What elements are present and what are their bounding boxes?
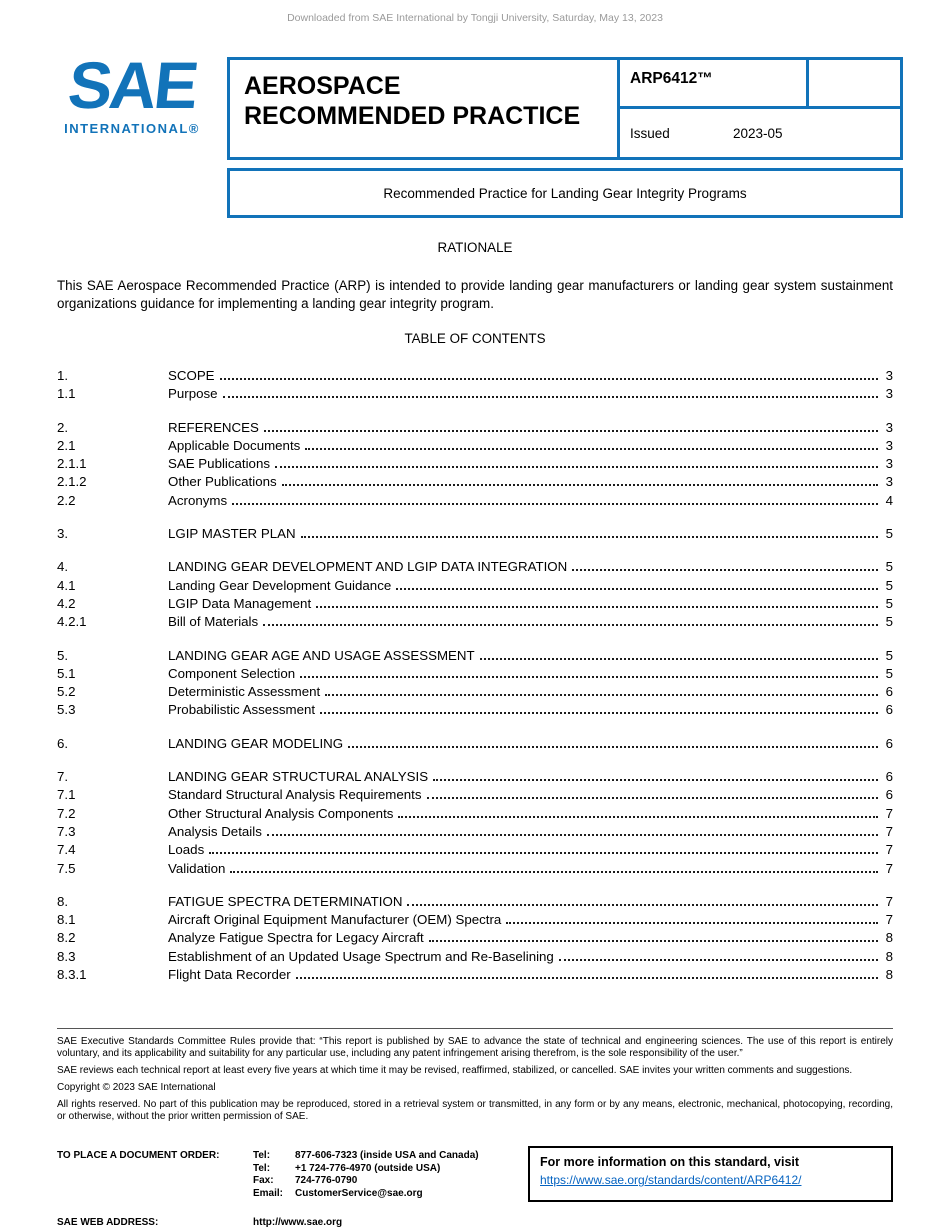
toc-entry-page: 3 bbox=[885, 419, 893, 435]
toc-entry-number: 7. bbox=[57, 769, 69, 785]
toc-entry-number: 1. bbox=[57, 368, 69, 383]
toc-dot-leader bbox=[305, 448, 878, 450]
toc-dot-leader bbox=[301, 536, 878, 538]
toc-entry[interactable] bbox=[57, 455, 893, 473]
toc-entry[interactable] bbox=[57, 558, 893, 576]
order-contacts bbox=[253, 1150, 479, 1200]
toc-dot-leader bbox=[267, 834, 878, 836]
toc-entry-title: Component Selection bbox=[168, 665, 296, 681]
toc-entry[interactable] bbox=[57, 525, 893, 543]
toc-entry-page: 6 bbox=[885, 735, 893, 751]
toc-dot-leader bbox=[264, 430, 878, 432]
toc-dot-leader bbox=[316, 606, 878, 608]
toc-entry-number: 3. bbox=[57, 526, 69, 542]
toc-entry-title: LANDING GEAR DEVELOPMENT AND LGIP DATA INTEGRATION bbox=[168, 559, 568, 575]
toc-entry-page: 6 bbox=[885, 684, 893, 700]
toc-entry-title: Loads bbox=[168, 842, 205, 858]
toc-dot-leader bbox=[572, 569, 878, 571]
toc-entry[interactable] bbox=[57, 823, 893, 841]
toc-entry-title: Validation bbox=[168, 860, 226, 876]
toc-entry-number: 8.3 bbox=[57, 948, 76, 964]
toc-entry-page: 7 bbox=[885, 860, 893, 876]
toc-dot-leader bbox=[480, 658, 878, 660]
toc-entry-page: 7 bbox=[885, 893, 893, 909]
toc-entry-number: 4.2.1 bbox=[57, 614, 87, 630]
toc-entry-number: 4.2 bbox=[57, 595, 76, 611]
toc-dot-leader bbox=[396, 588, 878, 590]
order-heading: TO PLACE A DOCUMENT ORDER: bbox=[57, 1150, 220, 1161]
toc-entry-page: 4 bbox=[885, 492, 893, 508]
toc-entry[interactable] bbox=[57, 948, 893, 966]
sae-logo-text: SAE bbox=[64, 48, 200, 122]
toc-entry-title: Landing Gear Development Guidance bbox=[168, 577, 392, 593]
toc-entry-page: 7 bbox=[885, 912, 893, 928]
toc-entry-title: LGIP Data Management bbox=[168, 595, 312, 611]
toc-dot-leader bbox=[220, 378, 878, 380]
toc-entry[interactable] bbox=[57, 492, 893, 510]
toc-entry-number: 6. bbox=[57, 735, 69, 751]
contact-row bbox=[253, 1175, 479, 1188]
contact-label: Email: bbox=[253, 1187, 284, 1199]
toc-entry[interactable] bbox=[57, 929, 893, 947]
toc-entry-number: 2.1.1 bbox=[57, 456, 87, 472]
toc-entry[interactable] bbox=[57, 595, 893, 613]
download-notice: Downloaded from SAE International by Tongji University, Saturday, May 13, 2023 bbox=[287, 12, 663, 24]
toc-entry-number: 7.4 bbox=[57, 842, 76, 858]
toc-dot-leader bbox=[429, 940, 878, 942]
toc-entry[interactable] bbox=[57, 647, 893, 665]
toc-entry-page: 7 bbox=[885, 842, 893, 858]
toc-entry[interactable] bbox=[57, 841, 893, 859]
contact-row bbox=[253, 1188, 479, 1201]
toc-entry[interactable] bbox=[57, 911, 893, 929]
toc-entry-page: 6 bbox=[885, 769, 893, 785]
revision-cell bbox=[806, 60, 900, 106]
contact-value: +1 724-776-4970 (outside USA) bbox=[295, 1162, 441, 1174]
toc-entry-number: 2.1.2 bbox=[57, 474, 87, 490]
toc-dot-leader bbox=[282, 484, 878, 486]
toc-entry-title: Deterministic Assessment bbox=[168, 684, 321, 700]
toc-dot-leader bbox=[407, 904, 878, 906]
web-address-url: http://www.sae.org bbox=[253, 1217, 343, 1228]
legal-paragraph-committee-rules: SAE Executive Standards Committee Rules provide that: “This report is published by SAE to advance the state of technical and engineering sciences. The use of this report is entirely voluntary, and its applicability and suitability for any particular use, including any patent infringement arising therefrom, is the sole responsibility of the user.” bbox=[57, 1036, 893, 1060]
web-address-label: SAE WEB ADDRESS: bbox=[57, 1217, 159, 1228]
toc-entry[interactable] bbox=[57, 786, 893, 804]
toc-entry-title: Bill of Materials bbox=[168, 614, 259, 630]
toc-entry[interactable] bbox=[57, 577, 893, 595]
issued-date: 2023-05 bbox=[733, 125, 783, 141]
contact-row bbox=[253, 1150, 479, 1163]
contact-label: Tel: bbox=[253, 1162, 271, 1174]
toc-entry-number: 7.2 bbox=[57, 805, 76, 821]
toc-entry-title: REFERENCES bbox=[168, 419, 259, 435]
toc-dot-leader bbox=[348, 746, 878, 748]
toc-entry-page: 5 bbox=[885, 559, 893, 575]
toc-entry-number: 5.1 bbox=[57, 665, 76, 681]
toc-entry-number: 1.1 bbox=[57, 386, 76, 402]
toc-dot-leader bbox=[263, 624, 878, 626]
toc-entry-number: 7.3 bbox=[57, 823, 76, 839]
toc-dot-leader bbox=[230, 871, 878, 873]
contact-value: 877-606-7323 (inside USA and Canada) bbox=[295, 1150, 479, 1161]
contact-label: Fax: bbox=[253, 1175, 274, 1186]
toc-entry-page: 8 bbox=[885, 930, 893, 946]
toc-entry-title: Analysis Details bbox=[168, 823, 262, 839]
toc-entry-number: 2.1 bbox=[57, 437, 76, 453]
rationale-heading: RATIONALE bbox=[437, 240, 513, 255]
header-right-column bbox=[620, 60, 900, 157]
toc-entry[interactable] bbox=[57, 860, 893, 878]
toc-entry[interactable] bbox=[57, 683, 893, 701]
issued-row bbox=[620, 109, 900, 157]
toc-entry[interactable] bbox=[57, 419, 893, 437]
toc-entry-page: 3 bbox=[885, 456, 893, 472]
toc-entry-page: 3 bbox=[885, 368, 893, 383]
toc-entry-title: LGIP MASTER PLAN bbox=[168, 526, 296, 542]
toc-entry-number: 2. bbox=[57, 419, 69, 435]
toc-entry-page: 5 bbox=[885, 614, 893, 630]
toc-entry-number: 7.5 bbox=[57, 860, 76, 876]
toc-entry-number: 4.1 bbox=[57, 577, 76, 593]
toc-entry-title: Analyze Fatigue Spectra for Legacy Aircraft bbox=[168, 930, 424, 946]
toc-entry-title: Establishment of an Updated Usage Spectrum and Re-Baselining bbox=[168, 948, 554, 964]
toc-dot-leader bbox=[296, 977, 878, 979]
toc-entry-number: 5.2 bbox=[57, 684, 76, 700]
toc-entry[interactable] bbox=[57, 665, 893, 683]
toc-entry[interactable] bbox=[57, 735, 893, 753]
document-type-line2: RECOMMENDED PRACTICE bbox=[244, 101, 581, 130]
toc-entry-page: 5 bbox=[885, 595, 893, 611]
toc-dot-leader bbox=[559, 959, 878, 961]
toc-entry-title: Probabilistic Assessment bbox=[168, 702, 316, 718]
toc-list bbox=[57, 367, 893, 984]
document-type-line1: AEROSPACE bbox=[244, 72, 401, 100]
toc-entry[interactable] bbox=[57, 701, 893, 719]
toc-entry-page: 7 bbox=[885, 805, 893, 821]
contact-label: Tel: bbox=[253, 1150, 271, 1161]
toc-entry-title: Other Structural Analysis Components bbox=[168, 805, 394, 821]
toc-dot-leader bbox=[209, 852, 878, 854]
toc-entry-page: 3 bbox=[885, 474, 893, 490]
toc-dot-leader bbox=[232, 503, 878, 505]
toc-entry-title: LANDING GEAR STRUCTURAL ANALYSIS bbox=[168, 769, 429, 785]
toc-entry-page: 5 bbox=[885, 647, 893, 663]
toc-entry-title: Aircraft Original Equipment Manufacturer (OEM) Spectra bbox=[168, 912, 502, 928]
toc-entry[interactable] bbox=[57, 966, 893, 984]
toc-entry-title: Purpose bbox=[168, 386, 218, 402]
toc-entry-title: Applicable Documents bbox=[168, 437, 301, 453]
toc-entry-title: LANDING GEAR MODELING bbox=[168, 735, 344, 751]
toc-entry[interactable] bbox=[57, 768, 893, 786]
copyright-line: Copyright © 2023 SAE International bbox=[57, 1082, 216, 1094]
toc-entry-number: 8.2 bbox=[57, 930, 76, 946]
toc-entry-number: 8.3.1 bbox=[57, 967, 87, 983]
toc-entry[interactable] bbox=[57, 367, 893, 385]
toc-dot-leader bbox=[506, 922, 878, 924]
toc-entry-number: 2.2 bbox=[57, 492, 76, 508]
toc-entry-number: 4. bbox=[57, 559, 69, 575]
toc-dot-leader bbox=[433, 779, 878, 781]
header-table bbox=[227, 57, 903, 218]
toc-entry-page: 5 bbox=[885, 526, 893, 542]
toc-entry-page: 8 bbox=[885, 948, 893, 964]
toc-entry[interactable] bbox=[57, 893, 893, 911]
toc-dot-leader bbox=[398, 816, 878, 818]
toc-entry[interactable] bbox=[57, 613, 893, 631]
toc-entry[interactable] bbox=[57, 437, 893, 455]
toc-entry-number: 5.3 bbox=[57, 702, 76, 718]
info-box bbox=[528, 1146, 893, 1202]
toc-dot-leader bbox=[223, 396, 878, 398]
document-number-row bbox=[620, 60, 900, 109]
toc-entry-page: 6 bbox=[885, 702, 893, 718]
document-title-bar: Recommended Practice for Landing Gear Integrity Programs bbox=[227, 168, 903, 218]
legal-paragraph-all-rights: All rights reserved. No part of this publication may be reproduced, stored in a retrieval system or transmitted, in any form or by any means, electronic, mechanical, photocopying, recording, or otherwise, without the prior written permission of SAE. bbox=[57, 1099, 893, 1123]
toc-entry-page: 6 bbox=[885, 787, 893, 803]
toc-entry-title: SAE Publications bbox=[168, 456, 270, 472]
toc-entry[interactable] bbox=[57, 473, 893, 491]
toc-entry[interactable] bbox=[57, 805, 893, 823]
toc-entry-title: Other Publications bbox=[168, 474, 277, 490]
toc-entry-page: 7 bbox=[885, 823, 893, 839]
toc-entry-page: 5 bbox=[885, 577, 893, 593]
contact-row bbox=[253, 1163, 479, 1176]
toc-entry-page: 5 bbox=[885, 665, 893, 681]
footer-divider bbox=[57, 1028, 893, 1029]
toc-entry-number: 5. bbox=[57, 647, 69, 663]
document-number: ARP6412™ bbox=[630, 70, 713, 87]
toc-dot-leader bbox=[320, 712, 878, 714]
contact-value: 724-776-0790 bbox=[295, 1175, 358, 1186]
toc-entry[interactable] bbox=[57, 385, 893, 403]
toc-entry-title: Acronyms bbox=[168, 492, 228, 508]
toc-entry-number: 8.1 bbox=[57, 912, 76, 928]
info-box-text: For more information on this standard, visit bbox=[540, 1155, 800, 1169]
sae-logo bbox=[38, 48, 226, 154]
legal-paragraph-review-policy: SAE reviews each technical report at least every five years at which time it may be revised, reaffirmed, stabilized, or cancelled. SAE invites your written comments and suggestions. bbox=[57, 1065, 853, 1077]
footer-legal bbox=[57, 1036, 893, 1128]
toc-entry-page: 8 bbox=[885, 967, 893, 983]
header-top-row bbox=[227, 57, 903, 160]
toc-entry-title: SCOPE bbox=[168, 368, 215, 383]
info-box-link[interactable]: https://www.sae.org/standards/content/ARP6412/ bbox=[540, 1173, 802, 1187]
toc-dot-leader bbox=[427, 797, 878, 799]
toc-entry-page: 3 bbox=[885, 386, 893, 402]
rationale-body: This SAE Aerospace Recommended Practice (ARP) is intended to provide landing gear manufacturers or landing gear system sustainment organizations guidance for implementing a landing gear integrity program. bbox=[57, 278, 893, 311]
order-section bbox=[57, 1150, 517, 1228]
toc-dot-leader bbox=[275, 466, 878, 468]
toc-dot-leader bbox=[325, 694, 878, 696]
toc-heading: TABLE OF CONTENTS bbox=[404, 331, 546, 346]
web-address-row bbox=[57, 1217, 517, 1228]
issued-label: Issued bbox=[630, 125, 670, 141]
toc-entry-number: 8. bbox=[57, 893, 69, 909]
toc-entry-number: 7.1 bbox=[57, 787, 76, 803]
toc-entry-title: LANDING GEAR AGE AND USAGE ASSESSMENT bbox=[168, 647, 475, 663]
toc-entry-page: 3 bbox=[885, 437, 893, 453]
toc-entry-title: Standard Structural Analysis Requirements bbox=[168, 787, 422, 803]
sae-logo-international-text: INTERNATIONAL® bbox=[64, 120, 200, 136]
contact-value: CustomerService@sae.org bbox=[295, 1187, 423, 1199]
toc-dot-leader bbox=[300, 676, 878, 678]
toc-entry-title: FATIGUE SPECTRA DETERMINATION bbox=[168, 893, 403, 909]
toc-entry-title: Flight Data Recorder bbox=[168, 967, 291, 983]
document-type-cell bbox=[230, 60, 620, 157]
